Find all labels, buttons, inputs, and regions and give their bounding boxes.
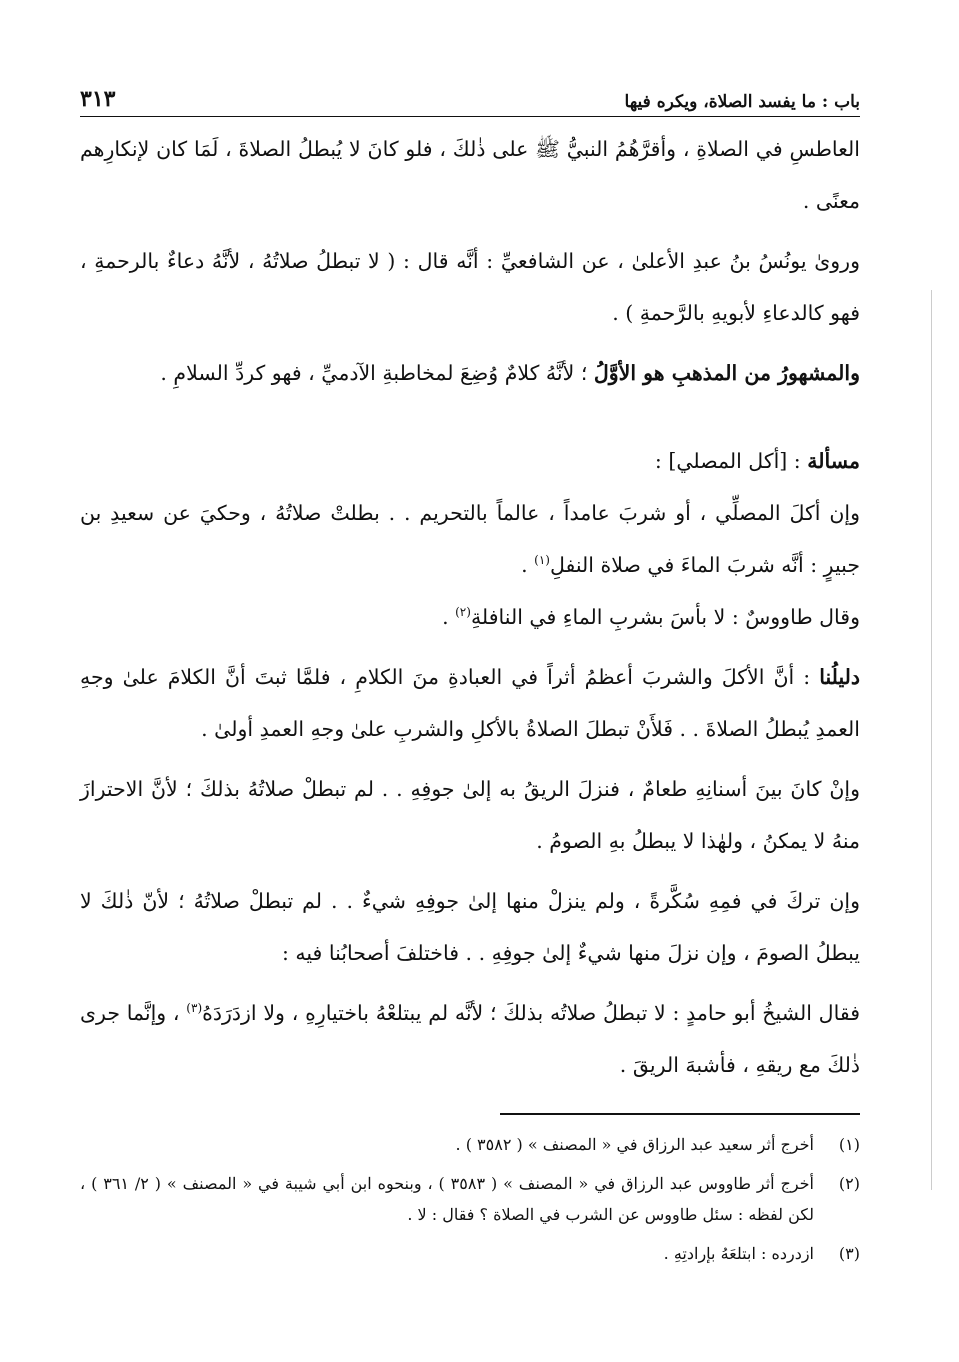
section-heading [80, 435, 860, 487]
paragraph-3-lead: والمشهورُ من المذهبِ هو الأوَّلُ [593, 361, 860, 385]
paragraph-5-text: وقال طاووسٌ : لا بأسَ بشربِ الماءِ في النافلةِ [470, 605, 860, 629]
page-number: ٣١٣ [80, 86, 116, 112]
footnote-text: ازدرده : ابتلعَهُ بإرادتِهِ . [663, 1244, 814, 1263]
main-text [80, 123, 860, 1091]
paragraph-4-text: وإن أكلَ المصلِّي ، أو شربَ عامداً ، عالماً بالتحريم . . بطلتْ صلاتُهُ ، وحكيَ عن سعيدِ بن جبيرٍ : أنَّه شربَ الماءَ في صلاة النفلِ [80, 501, 860, 577]
paragraph-1: العاطسِ في الصلاةِ ، وأقرَّهُمُ النبيُّ ﷺ على ذٰلكَ ، فلو كانَ لا يُبطلُ الصلاةَ ، لَمَا كان لإنكارِهم معنًى . [80, 137, 860, 213]
paragraph-3-text: ؛ لأنَّهُ كلامٌ وُضِعَ لمخاطبةِ الآدميِّ ، فهو كردِّ السلامِ . [160, 361, 594, 385]
footnote-2 [80, 1168, 860, 1230]
footnote-text: أخرج أثر سعيد عبد الرزاق في « المصنف » ( ٣٥٨٢ ) . [455, 1135, 814, 1154]
paragraph-5: وقال طاووسٌ : لا بأسَ بشربِ الماءِ في النافلةِ$^{(٢)}$ . [442, 605, 860, 629]
page-header [80, 78, 860, 117]
footnote-3 [80, 1238, 860, 1269]
footnote-number: (٢) [838, 1174, 860, 1193]
paragraph-4: وإن أكلَ المصلِّي ، أو شربَ عامداً ، عالماً بالتحريم . . بطلتْ صلاتُهُ ، وحكيَ عن سعيدِ بن جبيرٍ : أنَّه شربَ الماءَ في صلاة النفلِ$^{(١)}$ . [80, 501, 860, 577]
footnote-ref-1[interactable]: (١) [534, 553, 550, 568]
paragraph-6 [80, 651, 860, 755]
footnote-number: (٣) [838, 1244, 860, 1263]
footnote-1 [80, 1129, 860, 1160]
paragraph-9-text: فقال الشيخُ أبو حامدٍ : لا تبطلُ صلاتُه بذلكَ ؛ لأنَّه لم يبتلعْهُ باختيارِهِ ، ولا ازدَرَدَهُ [202, 1001, 860, 1025]
paragraph-6-lead: دليلُنا [819, 665, 860, 689]
masala-title: : [أكل المصلي] : [654, 449, 808, 473]
masala-label: مسألة [807, 449, 860, 473]
footnote-separator [500, 1113, 860, 1115]
running-title: باب : ما يفسد الصلاة، ويكره فيها [624, 92, 860, 112]
footnote-ref-3[interactable]: (٣) [186, 1001, 203, 1016]
paragraph-8: وإن تركَ في فمِهِ سُكَّرةً ، ولم ينزلْ منها إلىٰ جوفِهِ شيءٌ . . لم تبطلْ صلاتُهُ ؛ لأنّ ذٰلكَ لا يبطلُ الصومَ ، وإن نزلَ منها شيءٌ إلىٰ جوفِهِ . . فاختلفَ أصحابُنا فيه : [80, 889, 860, 965]
paragraph-6-text: : أنَّ الأكلَ والشربَ أعظمُ أثراً في العبادةِ منَ الكلامِ ، فلمَّا ثبتَ أنَّ الكلامَ علىٰ وجهِ العمدِ يُبطلُ الصلاةَ . . فَلأَنْ تبطلَ الصلاةُ بالأكلِ والشربِ علىٰ وجهِ العمدِ أولىٰ . [80, 665, 860, 741]
footnote-ref-2[interactable]: (٢) [455, 605, 471, 620]
footnote-text: أخرج أثر طاووس عبد الرزاق في « المصنف » ( ٣٥٨٣ ) ، وبنحوه ابن أبي شيبة في « المصنف » ( ٢/ ٣٦١ ) ، لكن لفظه : سئل طاووس عن الشرب في الصلاة ؟ فقال : لا . [80, 1174, 815, 1224]
footnotes [80, 1129, 860, 1269]
paragraph-9: فقال الشيخُ أبو حامدٍ : لا تبطلُ صلاتُه بذلكَ ؛ لأنَّه لم يبتلعْهُ باختيارِهِ ، ولا ازدَرَدَهُ$^{(٣)}$ ، وإنَّما جرى ذٰلكَ مع ريقهِ ، فأشبهَ الريقَ . [80, 1001, 860, 1077]
paragraph-3 [80, 347, 860, 399]
paragraph-2: وروىٰ يونُسُ بنُ عبدِ الأعلىٰ ، عن الشافعيِّ : أنَّه قال : ( لا تبطلُ صلاتُهُ ، لأنَّهُ دعاءٌ بالرحمةِ ، فهو كالدعاءِ لأبويهِ بالرَّحمةِ ) . [80, 249, 860, 325]
document-page [80, 78, 860, 1277]
footnote-number: (١) [838, 1135, 860, 1154]
paragraph-7: وإنْ كانَ بينَ أسنانِهِ طعامٌ ، فنزلَ الريقُ به إلىٰ جوفِهِ . . لم تبطلْ صلاتُهُ بذلكَ ؛ لأنَّ الاحترازَ منهُ لا يمكنُ ، ولهٰذا لا يبطلُ بهِ الصومُ . [80, 777, 860, 853]
margin-line [931, 290, 932, 1190]
